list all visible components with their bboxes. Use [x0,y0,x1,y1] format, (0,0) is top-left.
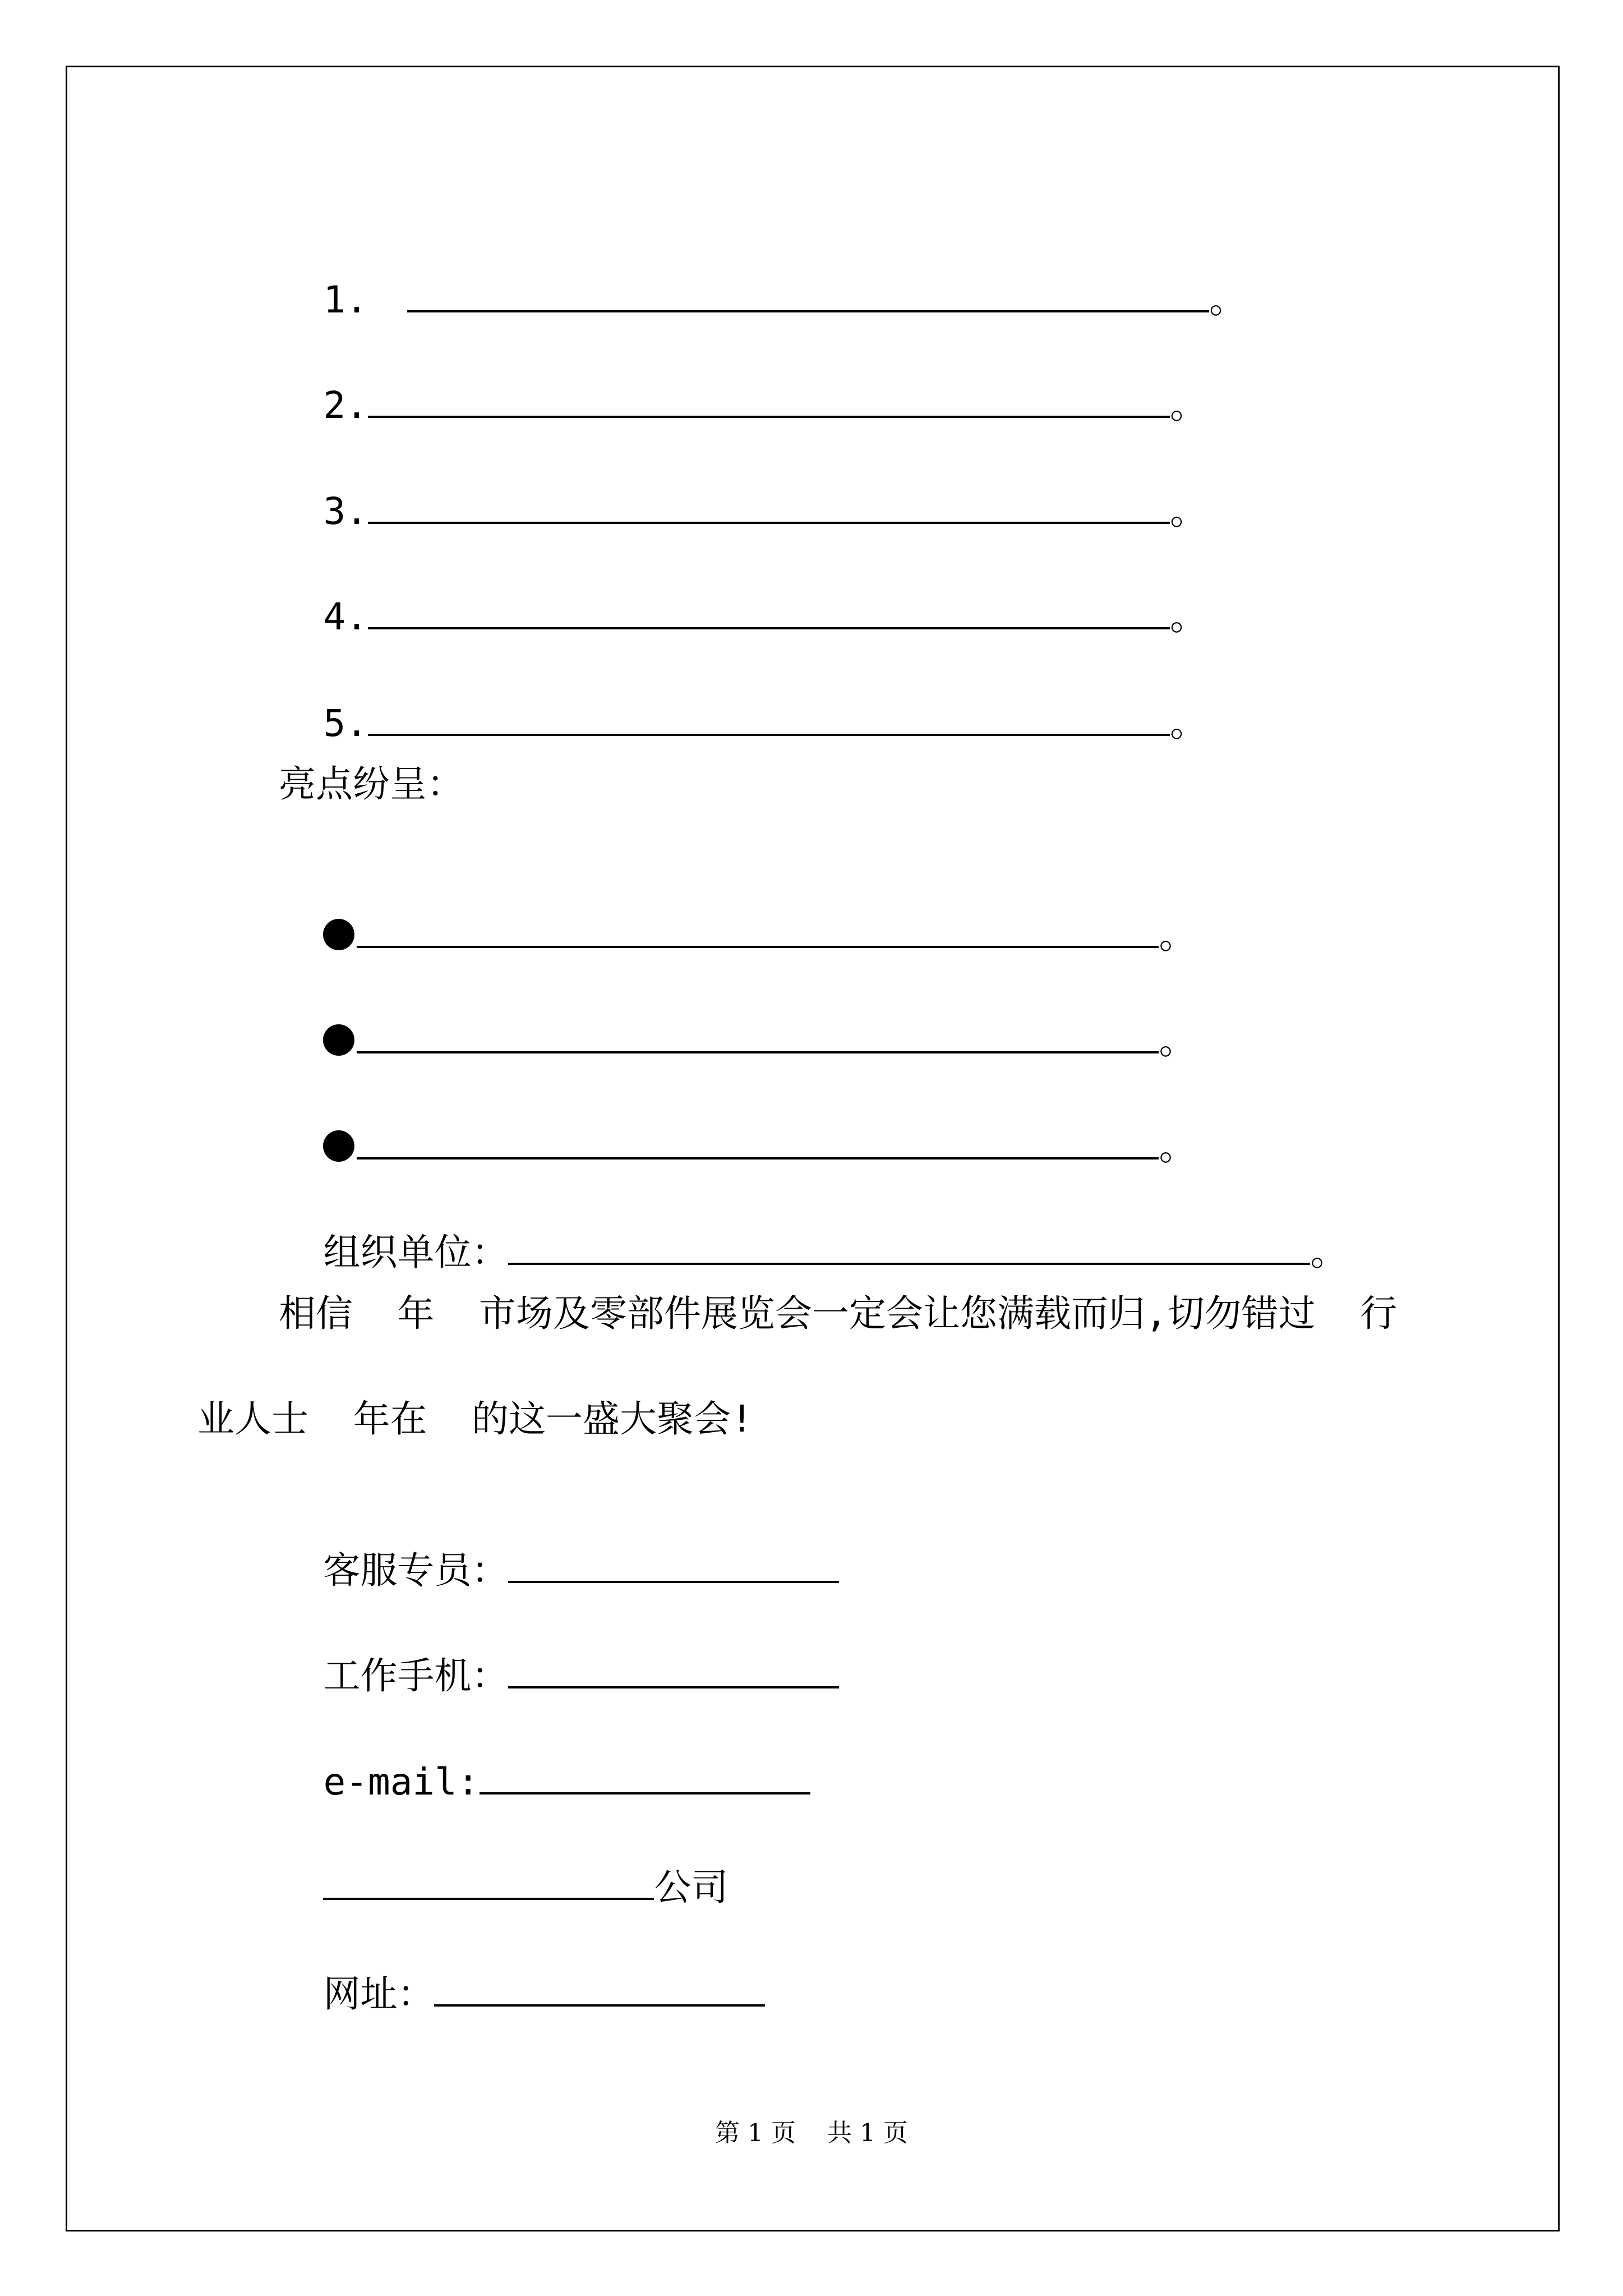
service-label: 客服专员： [323,1549,509,1592]
organizer-field[interactable] [508,1230,1310,1265]
email-field[interactable] [479,1760,810,1795]
item-number: 4. [323,595,368,638]
organizer-label: 组织单位： [323,1231,509,1274]
item-number: 2. [323,384,368,427]
bullet-item-2 [279,974,1196,1064]
phone-field[interactable] [508,1654,839,1688]
blank-field[interactable] [357,1125,1159,1159]
service-line [279,1503,839,1593]
bullet-item-3 [279,1080,1196,1170]
bullet-end: 。 [1159,1125,1196,1168]
bullet-icon [323,919,354,950]
email-label: e-mail: [323,1760,479,1803]
bullet-item-1 [279,868,1196,958]
numbered-item-4 [279,550,1207,639]
item-end: 。 [1169,384,1207,427]
website-line [279,1927,765,2017]
bullet-end: 。 [1159,914,1196,957]
blank-field[interactable] [368,489,1170,524]
company-suffix: 公司 [654,1866,728,1909]
blank-field[interactable] [368,701,1170,736]
paragraph-line-1: 相信 年 市场及零部件展览会一定会让您满载而归,切勿错过 行 [279,1292,1398,1335]
blank-field[interactable] [357,1019,1159,1053]
website-label: 网址： [323,1972,435,2016]
paragraph-line-2: 业人士 年在 的这一盛大聚会! [197,1397,753,1441]
item-end: 。 [1209,278,1246,321]
bullet-icon [323,1024,354,1056]
item-end: 。 [1169,490,1207,533]
highlights-heading: 亮点纷呈： [279,762,464,806]
bullet-end: 。 [1159,1019,1196,1062]
blank-field[interactable] [368,383,1170,418]
company-field[interactable] [323,1865,654,1900]
blank-field[interactable] [407,278,1209,312]
item-end: 。 [1169,702,1207,745]
company-line [279,1820,728,1910]
organizer-line [279,1185,1347,1275]
organizer-end: 。 [1310,1231,1348,1274]
phone-label: 工作手机： [323,1654,509,1697]
numbered-item-2 [279,338,1207,428]
item-number: 1. [323,278,368,321]
blank-field[interactable] [357,913,1159,948]
numbered-item-3 [279,444,1207,534]
phone-line [279,1609,839,1699]
item-number: 3. [323,490,368,533]
service-field[interactable] [508,1548,839,1583]
blank-field[interactable] [368,595,1170,629]
bullet-icon [323,1130,354,1162]
item-end: 。 [1169,595,1207,638]
numbered-item-5 [279,656,1207,746]
page-footer: 第 1 页 共 1 页 [715,2119,908,2147]
numbered-item-1 [279,233,1246,323]
website-field[interactable] [434,1972,765,2007]
item-number: 5. [323,702,368,745]
email-line [279,1715,810,1805]
